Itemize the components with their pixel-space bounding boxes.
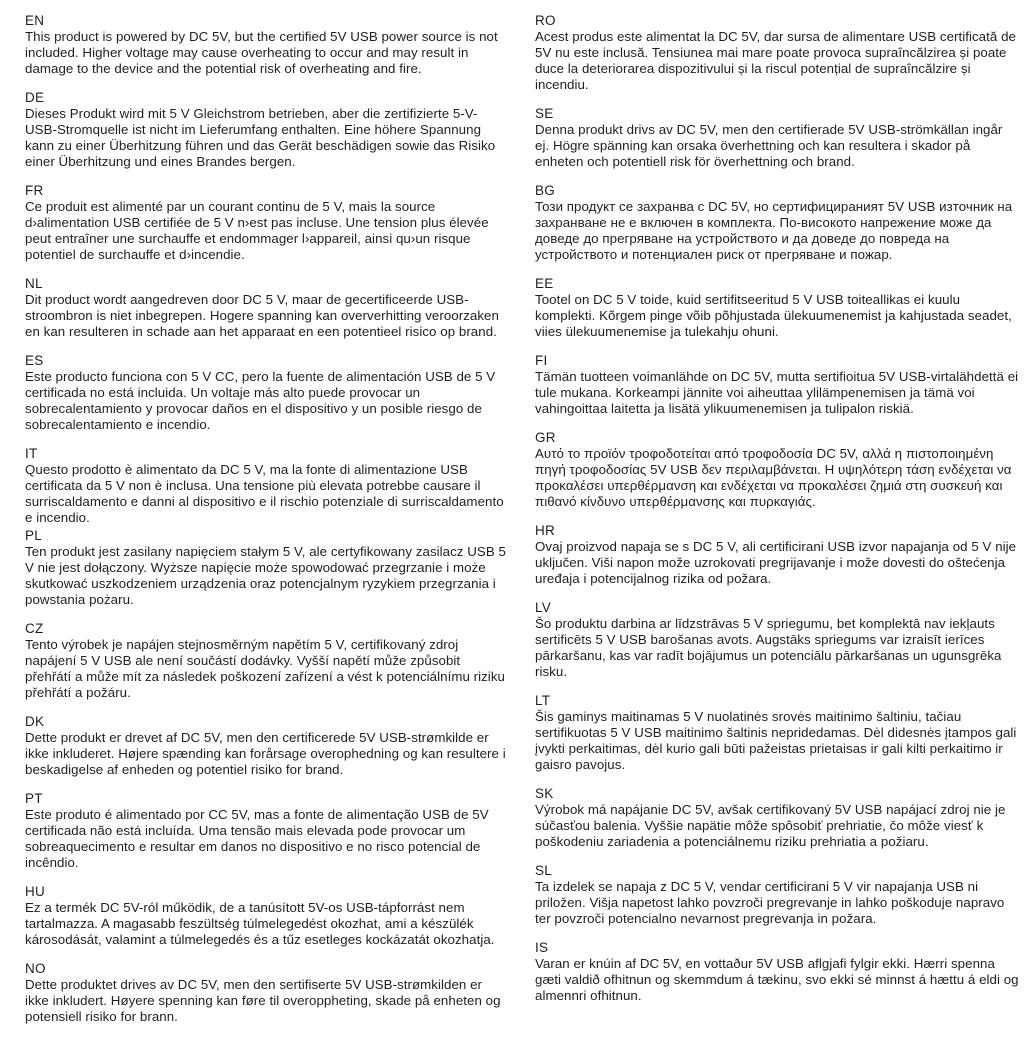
language-code: PL: [25, 528, 42, 543]
language-text: Dette produkt er drevet af DC 5V, men den certificerede 5V USB-strømkilde er ikke inkluderet. Højere spænding kan forårsage overophedning og kan resultere i beskadigelse af enheden og potentiel risiko for brand.: [25, 730, 506, 777]
language-text: Tento výrobek je napájen stejnosměrným napětím 5 V, certifikovaný zdroj napájení 5 V USB ale není součástí dodávky. Vyšší napětí může způsobit přehřátí a může mít za následek poškození zařízení a vést k potenciálnímu riziku přehřátí a požáru.: [25, 637, 505, 700]
section-fr: [25, 182, 509, 263]
language-code: LT: [535, 693, 551, 708]
section-ee: [535, 275, 1019, 340]
language-code: ES: [25, 353, 44, 368]
language-text: Ovaj proizvod napaja se s DC 5 V, ali certificirani USB izvor napajanja od 5 V nije uključen. Viši napon može uzrokovati pregrijavanje i može dovesti do oštećenja uređaja i potencijalnog rizika od požara.: [535, 539, 1017, 586]
language-text: Šo produktu darbina ar līdzstrāvas 5 V spriegumu, bet komplektā nav iekļauts sertificēts 5 V USB barošanas avots. Augstāks spriegums var izraisīt ierīces pārkaršanu, kas var radīt bojājumus un potenciālu pārkaršanas un ugunsgrēka risku.: [535, 616, 1002, 679]
section-pl: [25, 527, 509, 608]
section-lv: [535, 599, 1019, 680]
language-text: Ez a termék DC 5V-ról működik, de a tanúsított 5V-os USB-tápforrást nem tartalmazza. A magasabb feszültség túlmelegedést okozhat, ami a készülék károsodását, valamint a túlmelegedés és a tűz esetleges kockázatát okozhatja.: [25, 900, 495, 947]
language-text: Este producto funciona con 5 V CC, pero la fuente de alimentación USB de 5 V certificada no está incluida. Un voltaje más alto puede provocar un sobrecalentamiento y provocar daños en el dispositivo y un posible riesgo de sobrecalentamiento e incendio.: [25, 369, 496, 432]
section-is: [535, 939, 1019, 1004]
section-fi: [535, 352, 1019, 417]
language-code: RO: [535, 13, 556, 28]
language-code: NO: [25, 961, 46, 976]
language-text: Αυτό το προϊόν τροφοδοτείται από τροφοδοσία DC 5V, αλλά η πιστοποιημένη πηγή τροφοδοσίας 5V USB δεν περιλαμβάνεται. Η υψηλότερη τάση ενδέχεται να προκαλέσει υπερθέρμανση και ενδέχεται να προκαλέσει ζημιά στη συσκευή και πιθανό κίνδυνο υπερθέρμανσης και πυρκαγιάς.: [535, 446, 1012, 509]
language-text: Tämän tuotteen voimanlähde on DC 5V, mutta sertifioitua 5V USB-virtalähdettä ei tule mukana. Korkeampi jännite voi aiheuttaa ylilämpenemisen ja tämä voi vahingoittaa laitetta ja lisätä ylikuumenemisen ja tulipalon riskiä.: [535, 369, 1019, 416]
language-text: Ta izdelek se napaja z DC 5 V, vendar certificirani 5 V vir napajanja USB ni priložen. Višja napetost lahko povzroči pregrevanje in lahko poškoduje napravo ter povzroči potencialno nevarnost pregrevanja in požara.: [535, 879, 1005, 926]
language-text: Výrobok má napájanie DC 5V, avšak certifikovaný 5V USB napájací zdroj nie je súčasťou balenia. Vyššie napätie môže spôsobiť prehriatie, čo môže viesť k poškodeniu zariadenia a potenciálnemu riziku prehriatia a požiaru.: [535, 802, 1006, 849]
section-es: [25, 352, 509, 433]
language-text: Ten produkt jest zasilany napięciem stałym 5 V, ale certyfikowany zasilacz USB 5 V nie jest dołączony. Wyższe napięcie może spowodować przegrzanie i może skutkować uszkodzeniem urządzenia oraz potencjalnym ryzykiem przegrzania i powstania pożaru.: [25, 544, 506, 607]
left-column: [25, 12, 509, 1037]
section-sk: [535, 785, 1019, 850]
section-hu: [25, 883, 509, 948]
language-code: SL: [535, 863, 552, 878]
language-text: Tootel on DC 5 V toide, kuid sertifitseeritud 5 V USB toiteallikas ei kuulu komplekti. Kõrgem pinge võib põhjustada ülekuumenemist ja kahjustada seadet, viies ülekuumenemise ja tulekahju ohuni.: [535, 292, 1012, 339]
section-dk: [25, 713, 509, 778]
language-code: DE: [25, 90, 45, 105]
language-code: HU: [25, 884, 45, 899]
language-code: HR: [535, 523, 555, 538]
language-code: NL: [25, 276, 43, 291]
section-ro: [535, 12, 1019, 93]
section-se: [535, 105, 1019, 170]
language-text: Varan er knúin af DC 5V, en vottaður 5V USB aflgjafi fylgir ekki. Hærri spenna gæti valdið ofhitnun og skemmdum á tækinu, svo ekki sé minnst á hættu á eldi og almennri ofhitnun.: [535, 956, 1019, 1003]
language-code: EE: [535, 276, 554, 291]
language-code: FR: [25, 183, 44, 198]
section-it: [25, 445, 509, 526]
language-code: PT: [25, 791, 43, 806]
section-gr: [535, 429, 1019, 510]
section-lt: [535, 692, 1019, 773]
language-text: Este produto é alimentado por CC 5V, mas a fonte de alimentação USB de 5V certificada não está incluída. Uma tensão mais elevada pode provocar um sobreaquecimento e resultar em danos no dispositivo e no risco potencial de incêndio.: [25, 807, 489, 870]
language-code: BG: [535, 183, 555, 198]
language-text: Този продукт се захранва с DC 5V, но сертифицираният 5V USB източник на захранване не е включен в комплекта. По-високото напрежение може да доведе до прегряване на устройството и да доведе до повреда на устройството и потенциален риск от прегряване и пожар.: [535, 199, 1013, 262]
language-code: IS: [535, 940, 549, 955]
language-code: SE: [535, 106, 554, 121]
language-text: This product is powered by DC 5V, but the certified 5V USB power source is not included. Higher voltage may cause overheating to occur and may result in damage to the device and the potential risk of overheating and fire.: [25, 29, 498, 76]
section-de: [25, 89, 509, 170]
section-bg: [535, 182, 1019, 263]
language-text: Šis gaminys maitinamas 5 V nuolatinės srovės maitinimo šaltiniu, tačiau sertifikuotas 5 V USB maitinimo šaltinis nepridedamas. Dėl didesnės įtampos gali įvykti perkaitimas, dėl kurio gali būti pažeistas prietaisas ir gali kilti perkaitimo ir gaisro pavojus.: [535, 709, 1017, 772]
language-code: CZ: [25, 621, 44, 636]
section-en: [25, 12, 509, 77]
section-hr: [535, 522, 1019, 587]
language-text: Denna produkt drivs av DC 5V, men den certifierade 5V USB-strömkällan ingår ej. Högre spänning kan orsaka överhettning och kan resultera i skador på enheten och potentiell risk för överhettning och brand.: [535, 122, 1003, 169]
section-sl: [535, 862, 1019, 927]
section-pt: [25, 790, 509, 871]
section-no: [25, 960, 509, 1025]
language-text: Questo prodotto è alimentato da DC 5 V, ma la fonte di alimentazione USB certificata da 5 V non è inclusa. Una tensione più elevata potrebbe causare il surriscaldamento e danni al dispositivo e il rischio potenziale di surriscaldamento e incendio.: [25, 462, 504, 525]
language-text: Ce produit est alimenté par un courant continu de 5 V, mais la source d›alimentation USB certifiée de 5 V n›est pas incluse. Une tension plus élevée peut entraîner une surchauffe et endommager l›appareil, ainsi qu›un risque potentiel de surchauffe et d›incendie.: [25, 199, 489, 262]
language-code: LV: [535, 600, 551, 615]
language-code: DK: [25, 714, 45, 729]
language-code: FI: [535, 353, 548, 368]
language-code: GR: [535, 430, 556, 445]
section-cz: [25, 620, 509, 701]
right-column: [535, 12, 1019, 1037]
language-code: EN: [25, 13, 45, 28]
language-code: IT: [25, 446, 38, 461]
section-nl: [25, 275, 509, 340]
language-code: SK: [535, 786, 554, 801]
language-text: Dette produktet drives av DC 5V, men den sertifiserte 5V USB-strømkilden er ikke inkludert. Høyere spenning kan føre til overoppheting, skade på enheten og potensiell risiko for brann.: [25, 977, 501, 1024]
language-text: Dieses Produkt wird mit 5 V Gleichstrom betrieben, aber die zertifizierte 5-V-USB-Stromquelle ist nicht im Lieferumfang enthalten. Eine höhere Spannung kann zu einer Überhitzung führen und das Gerät beschädigen sowie das Risiko einer Überhitzung und eines Brandes bergen.: [25, 106, 496, 169]
language-text: Dit product wordt aangedreven door DC 5 V, maar de gecertificeerde USB-stroombron is niet inbegrepen. Hogere spanning kan oververhitting veroorzaken en kan resulteren in schade aan het apparaat en een potentieel risico op brand.: [25, 292, 499, 339]
language-text: Acest produs este alimentat la DC 5V, dar sursa de alimentare USB certificată de 5V nu este inclusă. Tensiunea mai mare poate provoca supraîncălzirea și poate duce la deteriorarea dispozitivului și la riscul potențial de supraîncălzire și incendiu.: [535, 29, 1016, 92]
